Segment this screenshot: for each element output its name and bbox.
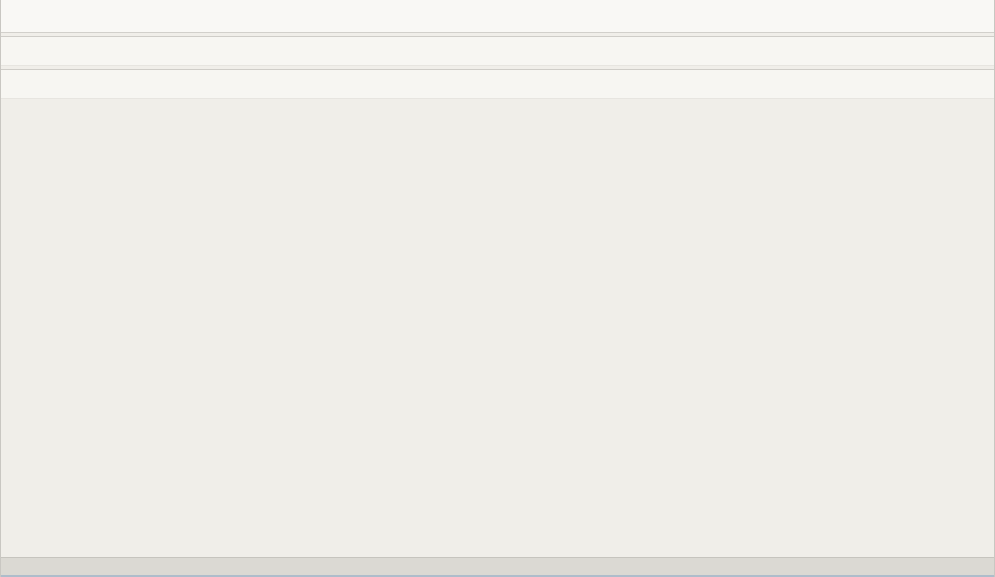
section-header-wuxing bbox=[1, 69, 994, 99]
section-header-hesu bbox=[1, 36, 994, 66]
bottom-strip bbox=[1, 557, 994, 577]
page-header bbox=[1, 0, 994, 33]
